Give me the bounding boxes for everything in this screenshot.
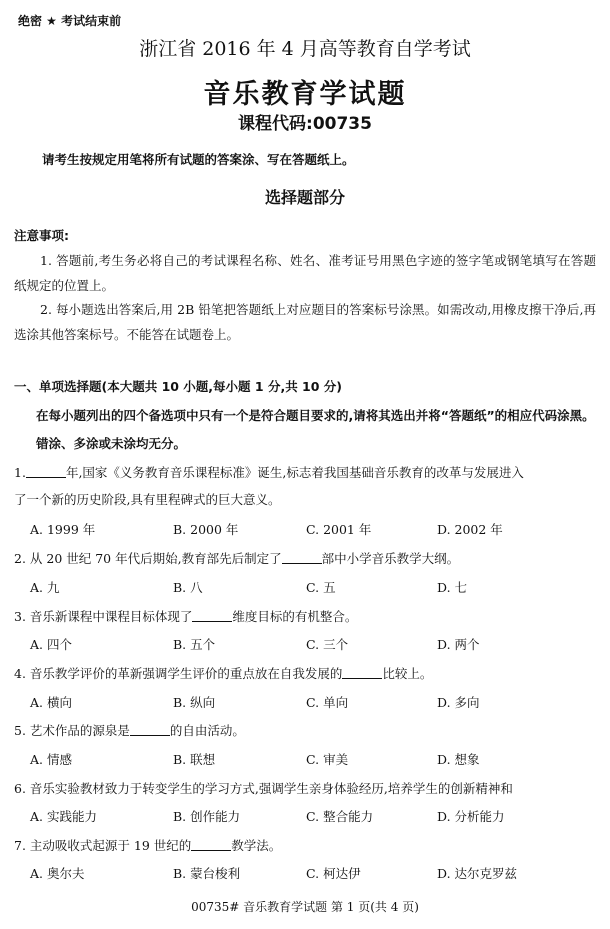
question-text: 维度目标的有机整合。: [232, 609, 358, 624]
option-b: B. 蒙台梭利: [173, 866, 241, 881]
answer-instruction: 请考生按规定用笔将所有试题的答案涂、写在答题纸上。: [42, 152, 355, 167]
question-text: 2. 从 20 世纪 70 年代后期始,教育部先后制定了: [14, 551, 282, 566]
section-note: 在每小题列出的四个备选项中只有一个是符合题目要求的,请将其选出并将“答题纸”的相应代码涂黑。错涂、多涂或未涂均无分。: [36, 408, 595, 451]
question-5-stem: [14, 721, 245, 739]
answer-blank: [130, 723, 170, 736]
question-6-stem: 6. 音乐实验教材致力于转变学生的学习方式,强调学生亲身体验经历,培养学生的创新精神和: [14, 781, 513, 796]
option-b: B. 2000 年: [173, 522, 239, 537]
question-2-stem: [14, 549, 459, 567]
question-text: 5. 艺术作品的源泉是: [14, 723, 130, 738]
answer-blank: [342, 666, 382, 679]
note-1: 1. 答题前,考生务必将自己的考试课程名称、姓名、准考证号用黑色字迹的签字笔或钢笔填写在答题纸规定的位置上。: [14, 253, 596, 293]
question-4-stem: [14, 664, 432, 682]
part-title: 选择题部分: [264, 188, 345, 207]
answer-blank: [192, 609, 232, 622]
question-text: 比较上。: [382, 666, 433, 681]
option-b: B. 纵向: [173, 695, 216, 710]
course-code: 课程代码:00735: [238, 114, 372, 134]
confidential-mark: 绝密 ★ 考试结束前: [18, 14, 122, 28]
section-heading: 一、单项选择题(本大题共 10 小题,每小题 1 分,共 10 分): [14, 379, 343, 394]
option-a: A. 奥尔夫: [30, 866, 85, 881]
question-7-stem: [14, 836, 281, 854]
question-1-stem-continued: 了一个新的历史阶段,具有里程碑式的巨大意义。: [14, 492, 281, 507]
answer-blank: [282, 551, 322, 564]
option-a: A. 横向: [30, 695, 72, 710]
option-c: C. 2001 年: [306, 522, 372, 537]
answer-blank: [191, 838, 231, 851]
option-d: D. 想象: [437, 752, 480, 767]
option-d: D. 两个: [437, 637, 480, 652]
answer-blank: [26, 465, 66, 478]
option-c: C. 三个: [306, 637, 349, 652]
question-text: 4. 音乐教学评价的革新强调学生评价的重点放在自我发展的: [14, 666, 343, 681]
option-c: C. 柯达伊: [306, 866, 361, 881]
question-text: 教学法。: [231, 838, 282, 853]
option-c: C. 五: [306, 580, 336, 595]
option-c: C. 审美: [306, 752, 349, 767]
option-b: B. 五个: [173, 637, 216, 652]
option-a: A. 1999 年: [30, 522, 96, 537]
option-d: D. 七: [437, 580, 468, 595]
option-d: D. 分析能力: [437, 809, 505, 824]
question-text: 7. 主动吸收式起源于 19 世纪的: [14, 838, 192, 853]
exam-title: 浙江省 2016 年 4 月高等教育自学考试: [139, 38, 471, 60]
question-text: 1.: [14, 465, 26, 480]
option-b: B. 八: [173, 580, 203, 595]
question-text: 3. 音乐新课程中课程目标体现了: [14, 609, 193, 624]
question-1-stem: [14, 463, 524, 481]
question-text: 年,国家《义务教育音乐课程标准》诞生,标志着我国基础音乐教育的改革与发展进入: [65, 465, 524, 480]
option-d: D. 2002 年: [437, 522, 503, 537]
option-d: D. 达尔克罗兹: [437, 866, 518, 881]
question-text: 部中小学音乐教学大纲。: [321, 551, 460, 566]
option-c: C. 单向: [306, 695, 349, 710]
option-c: C. 整合能力: [306, 809, 374, 824]
option-a: A. 实践能力: [30, 809, 97, 824]
question-text: 的自由活动。: [169, 723, 245, 738]
option-d: D. 多向: [437, 695, 480, 710]
option-a: A. 九: [30, 580, 60, 595]
page-footer: 00735# 音乐教育学试题 第 1 页(共 4 页): [191, 900, 419, 914]
option-a: A. 四个: [30, 637, 72, 652]
question-3-stem: [14, 607, 357, 625]
option-a: A. 情感: [30, 752, 72, 767]
subject-title: 音乐教育学试题: [203, 79, 407, 110]
option-b: B. 联想: [173, 752, 216, 767]
notes-heading: 注意事项:: [14, 228, 69, 243]
option-b: B. 创作能力: [173, 809, 241, 824]
note-2: 2. 每小题选出答案后,用 2B 铅笔把答题纸上对应题目的答案标号涂黑。如需改动,用橡皮擦干净后,再选涂其他答案标号。不能答在试题卷上。: [14, 302, 596, 342]
